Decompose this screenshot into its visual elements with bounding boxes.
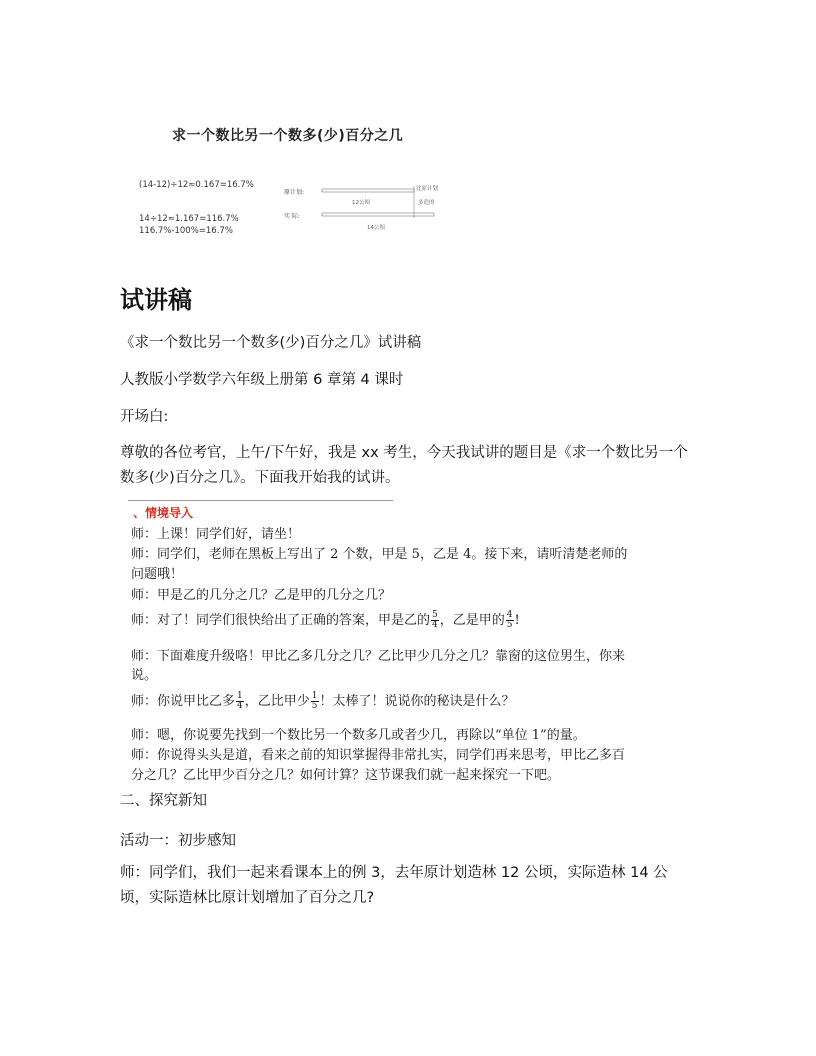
fraction-one-fifth	[311, 692, 319, 711]
fraction-numerator: 4	[506, 610, 513, 620]
paragraph-opening: 开场白:	[120, 409, 169, 425]
lesson-excerpt-image	[123, 500, 698, 782]
plan-bar	[322, 189, 414, 192]
diagram-plan-value: 12公顷	[352, 200, 370, 206]
lesson-title-image-text: 求一个数比另一个数多(少)百分之几	[172, 128, 404, 144]
diagram-more-label: 多造的	[418, 200, 435, 206]
excerpt-line-fractions	[131, 690, 515, 711]
excerpt-line: 说。	[131, 668, 158, 683]
fraction-numerator: 5	[432, 610, 438, 620]
fraction-five-quarters	[431, 611, 439, 630]
excerpt-line: 师：你说得头头是道，看来之前的知识掌握得非常扎实，同学们再来思考，甲比乙多百	[131, 748, 626, 763]
paragraph-example: 师：同学们，我们一起来看课本上的例 3，去年原计划造林 12 公顷，实际造林 14 公顷，实际造林比原计划增加了百分之几?	[120, 865, 668, 906]
segment-diagram	[282, 180, 452, 238]
diagram-plan-label: 原计划:	[284, 189, 305, 196]
excerpt-text: 师：你说甲比乙多	[131, 694, 236, 709]
fraction-denominator: 4	[237, 701, 243, 711]
activity-one: 活动一：初步感知	[120, 833, 236, 849]
excerpt-line-fractions	[131, 609, 520, 630]
excerpt-line: 问题哦！	[131, 567, 184, 582]
page-heading: 试讲稿	[120, 286, 192, 314]
excerpt-text: ，乙是甲的	[439, 613, 505, 628]
excerpt-line: 分之几？乙比甲少百分之几？如何计算？这节课我们就一起来探究一下吧。	[131, 768, 561, 783]
diagram-actual-label: 实 际:	[284, 213, 300, 220]
paragraph-edition: 人教版小学数学六年级上册第 6 章第 4 课时	[120, 372, 404, 388]
excerpt-line: 师：同学们，老师在黑板上写出了 2 个数，甲是 5，乙是 4。接下来，请听清楚老师的	[131, 547, 628, 562]
fraction-denominator: 4	[432, 620, 438, 630]
excerpt-text: ，乙比甲少	[244, 694, 310, 709]
excerpt-line: 师：甲是乙的几分之几？乙是甲的几分之几？	[131, 588, 392, 603]
fraction-four-fifths	[506, 611, 514, 630]
fraction-denominator: 5	[506, 620, 513, 630]
paragraph-title: 《求一个数比另一个数多(少)百分之几》试讲稿	[120, 335, 422, 351]
excerpt-text: ！太棒了！说说你的秘诀是什么？	[319, 694, 515, 709]
excerpt-line: 师：嗯，你说要先找到一个数比另一个数多几或者少几，再除以“单位 1”的量。	[131, 728, 586, 743]
diagram-actual-value: 14公顷	[367, 225, 385, 231]
excerpt-section-title: 、情境导入	[133, 506, 194, 520]
excerpt-line: 师：下面难度升级咯！甲比乙多几分之几？乙比甲少几分之几？靠窗的这位男生，你来	[131, 649, 626, 664]
excerpt-top-rule	[128, 500, 393, 501]
diagram-compare-label: 比原计划	[416, 186, 439, 192]
calc-line-2: 14÷12≈1.167=116.7%	[139, 214, 239, 224]
fraction-denominator: 5	[311, 701, 318, 711]
calc-line-1: (14-12)÷12≈0.167=16.7%	[139, 180, 254, 190]
calc-line-3: 116.7%-100%=16.7%	[139, 226, 233, 236]
fraction-numerator: 1	[237, 691, 243, 701]
excerpt-text: !	[514, 613, 520, 628]
paragraph-intro: 尊敬的各位考官，上午/下午好，我是 xx 考生，今天我试讲的题目是《求一个数比另一个数多(少)百分之几》。下面我开始我的试讲。	[120, 445, 688, 486]
actual-bar	[322, 213, 434, 216]
fraction-one-quarter	[236, 692, 244, 711]
excerpt-text: 师：对了！同学们很快给出了正确的答案，甲是乙的	[131, 613, 431, 628]
fraction-numerator: 1	[311, 691, 318, 701]
excerpt-line: 师：上课！同学们好，请坐！	[131, 527, 301, 542]
section-explore: 二、探究新知	[120, 793, 207, 809]
